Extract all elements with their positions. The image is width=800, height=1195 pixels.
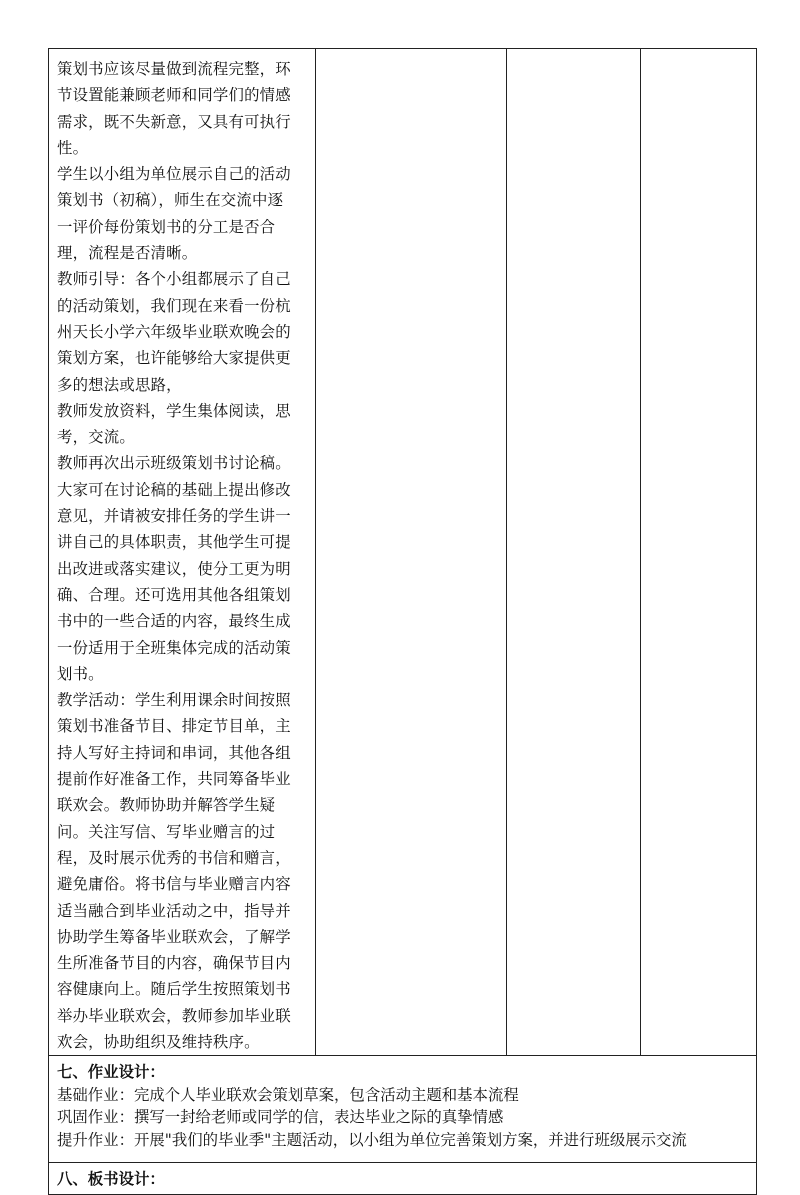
board-design-cell — [49, 1163, 757, 1195]
text-line: 州天长小学六年级毕业联欢晚会的 — [57, 322, 291, 341]
homework-item-basic: 基础作业：完成个人毕业联欢会策划草案，包含活动主题和基本流程 — [57, 1085, 519, 1104]
text-line: 策划书准备节目、排定节目单，主 — [57, 717, 291, 736]
homework-title: 七、作业设计： — [57, 1063, 165, 1082]
text-line: 联欢会。教师协助并解答学生疑 — [57, 796, 276, 815]
homework-item-advanced: 提升作业：开展"我们的毕业季"主题活动，以小组为单位完善策划方案，并进行班级展示交流 — [57, 1130, 687, 1149]
text-line: 大家可在讨论稿的基础上提出修改 — [57, 480, 291, 499]
empty-cell-3 — [507, 49, 641, 1056]
lesson-plan-table — [48, 48, 757, 1195]
text-line: 理，流程是否清晰。 — [57, 244, 198, 263]
teaching-process-cell — [49, 49, 316, 1056]
text-line: 多的想法或思路， — [57, 375, 182, 394]
text-line: 欢会，协助组织及维持秩序。 — [57, 1032, 260, 1051]
text-line: 确、合理。还可选用其他各组策划 — [57, 585, 291, 604]
text-line: 教师再次出示班级策划书讨论稿。 — [57, 454, 291, 473]
text-line: 教师发放资料，学生集体阅读，思 — [57, 401, 291, 420]
text-line: 策划方案，也许能够给大家提供更 — [57, 349, 291, 368]
text-line: 问。关注写信、写毕业赠言的过 — [57, 822, 276, 841]
text-line: 提前作好准备工作，共同筹备毕业 — [57, 770, 291, 789]
text-line: 性。 — [57, 138, 89, 157]
text-line: 讲自己的具体职责，其他学生可提 — [57, 533, 291, 552]
homework-item-consolidate: 巩固作业：撰写一封给老师或同学的信，表达毕业之际的真挚情感 — [57, 1108, 504, 1127]
empty-cell-4 — [641, 49, 757, 1056]
text-line: 协助学生筹备毕业联欢会，了解学 — [57, 927, 291, 946]
text-line: 策划书（初稿），师生在交流中逐 — [57, 191, 284, 210]
text-line: 一评价每份策划书的分工是否合 — [57, 217, 276, 236]
teaching-process-text — [49, 49, 315, 1055]
text-line: 举办毕业联欢会，教师参加毕业联 — [57, 1006, 291, 1025]
text-line: 程，及时展示优秀的书信和赠言， — [57, 848, 291, 867]
text-line: 一份适用于全班集体完成的活动策 — [57, 638, 291, 657]
text-line: 生所准备节目的内容，确保节目内 — [57, 954, 291, 973]
text-line: 出改进或落实建议，使分工更为明 — [57, 559, 291, 578]
text-line: 避免庸俗。将书信与毕业赠言内容 — [57, 875, 291, 894]
text-line: 教学活动：学生利用课余时间按照 — [57, 691, 291, 710]
empty-cell-2 — [316, 49, 507, 1056]
text-line: 适当融合到毕业活动之中，指导并 — [57, 901, 291, 920]
text-line: 节设置能兼顾老师和同学们的情感 — [57, 86, 291, 105]
text-line: 意见，并请被安排任务的学生讲一 — [57, 507, 291, 526]
homework-cell — [49, 1056, 757, 1163]
text-line: 需求，既不失新意，又具有可执行 — [57, 112, 291, 131]
board-row — [49, 1163, 757, 1195]
text-line: 考，交流。 — [57, 428, 135, 447]
text-line: 持人写好主持词和串词，其他各组 — [57, 743, 291, 762]
activity-row — [49, 49, 757, 1056]
text-line: 容健康向上。随后学生按照策划书 — [57, 980, 291, 999]
homework-row — [49, 1056, 757, 1163]
text-line: 策划书应该尽量做到流程完整，环 — [57, 60, 291, 78]
text-line: 书中的一些合适的内容，最终生成 — [57, 612, 291, 631]
board-design-title: 八、板书设计： — [57, 1170, 165, 1189]
text-line: 的活动策划，我们现在来看一份杭 — [57, 296, 291, 315]
text-line: 教师引导：各个小组都展示了自己 — [57, 270, 291, 289]
text-line: 划书。 — [57, 664, 104, 683]
text-line: 学生以小组为单位展示自己的活动 — [57, 165, 291, 184]
